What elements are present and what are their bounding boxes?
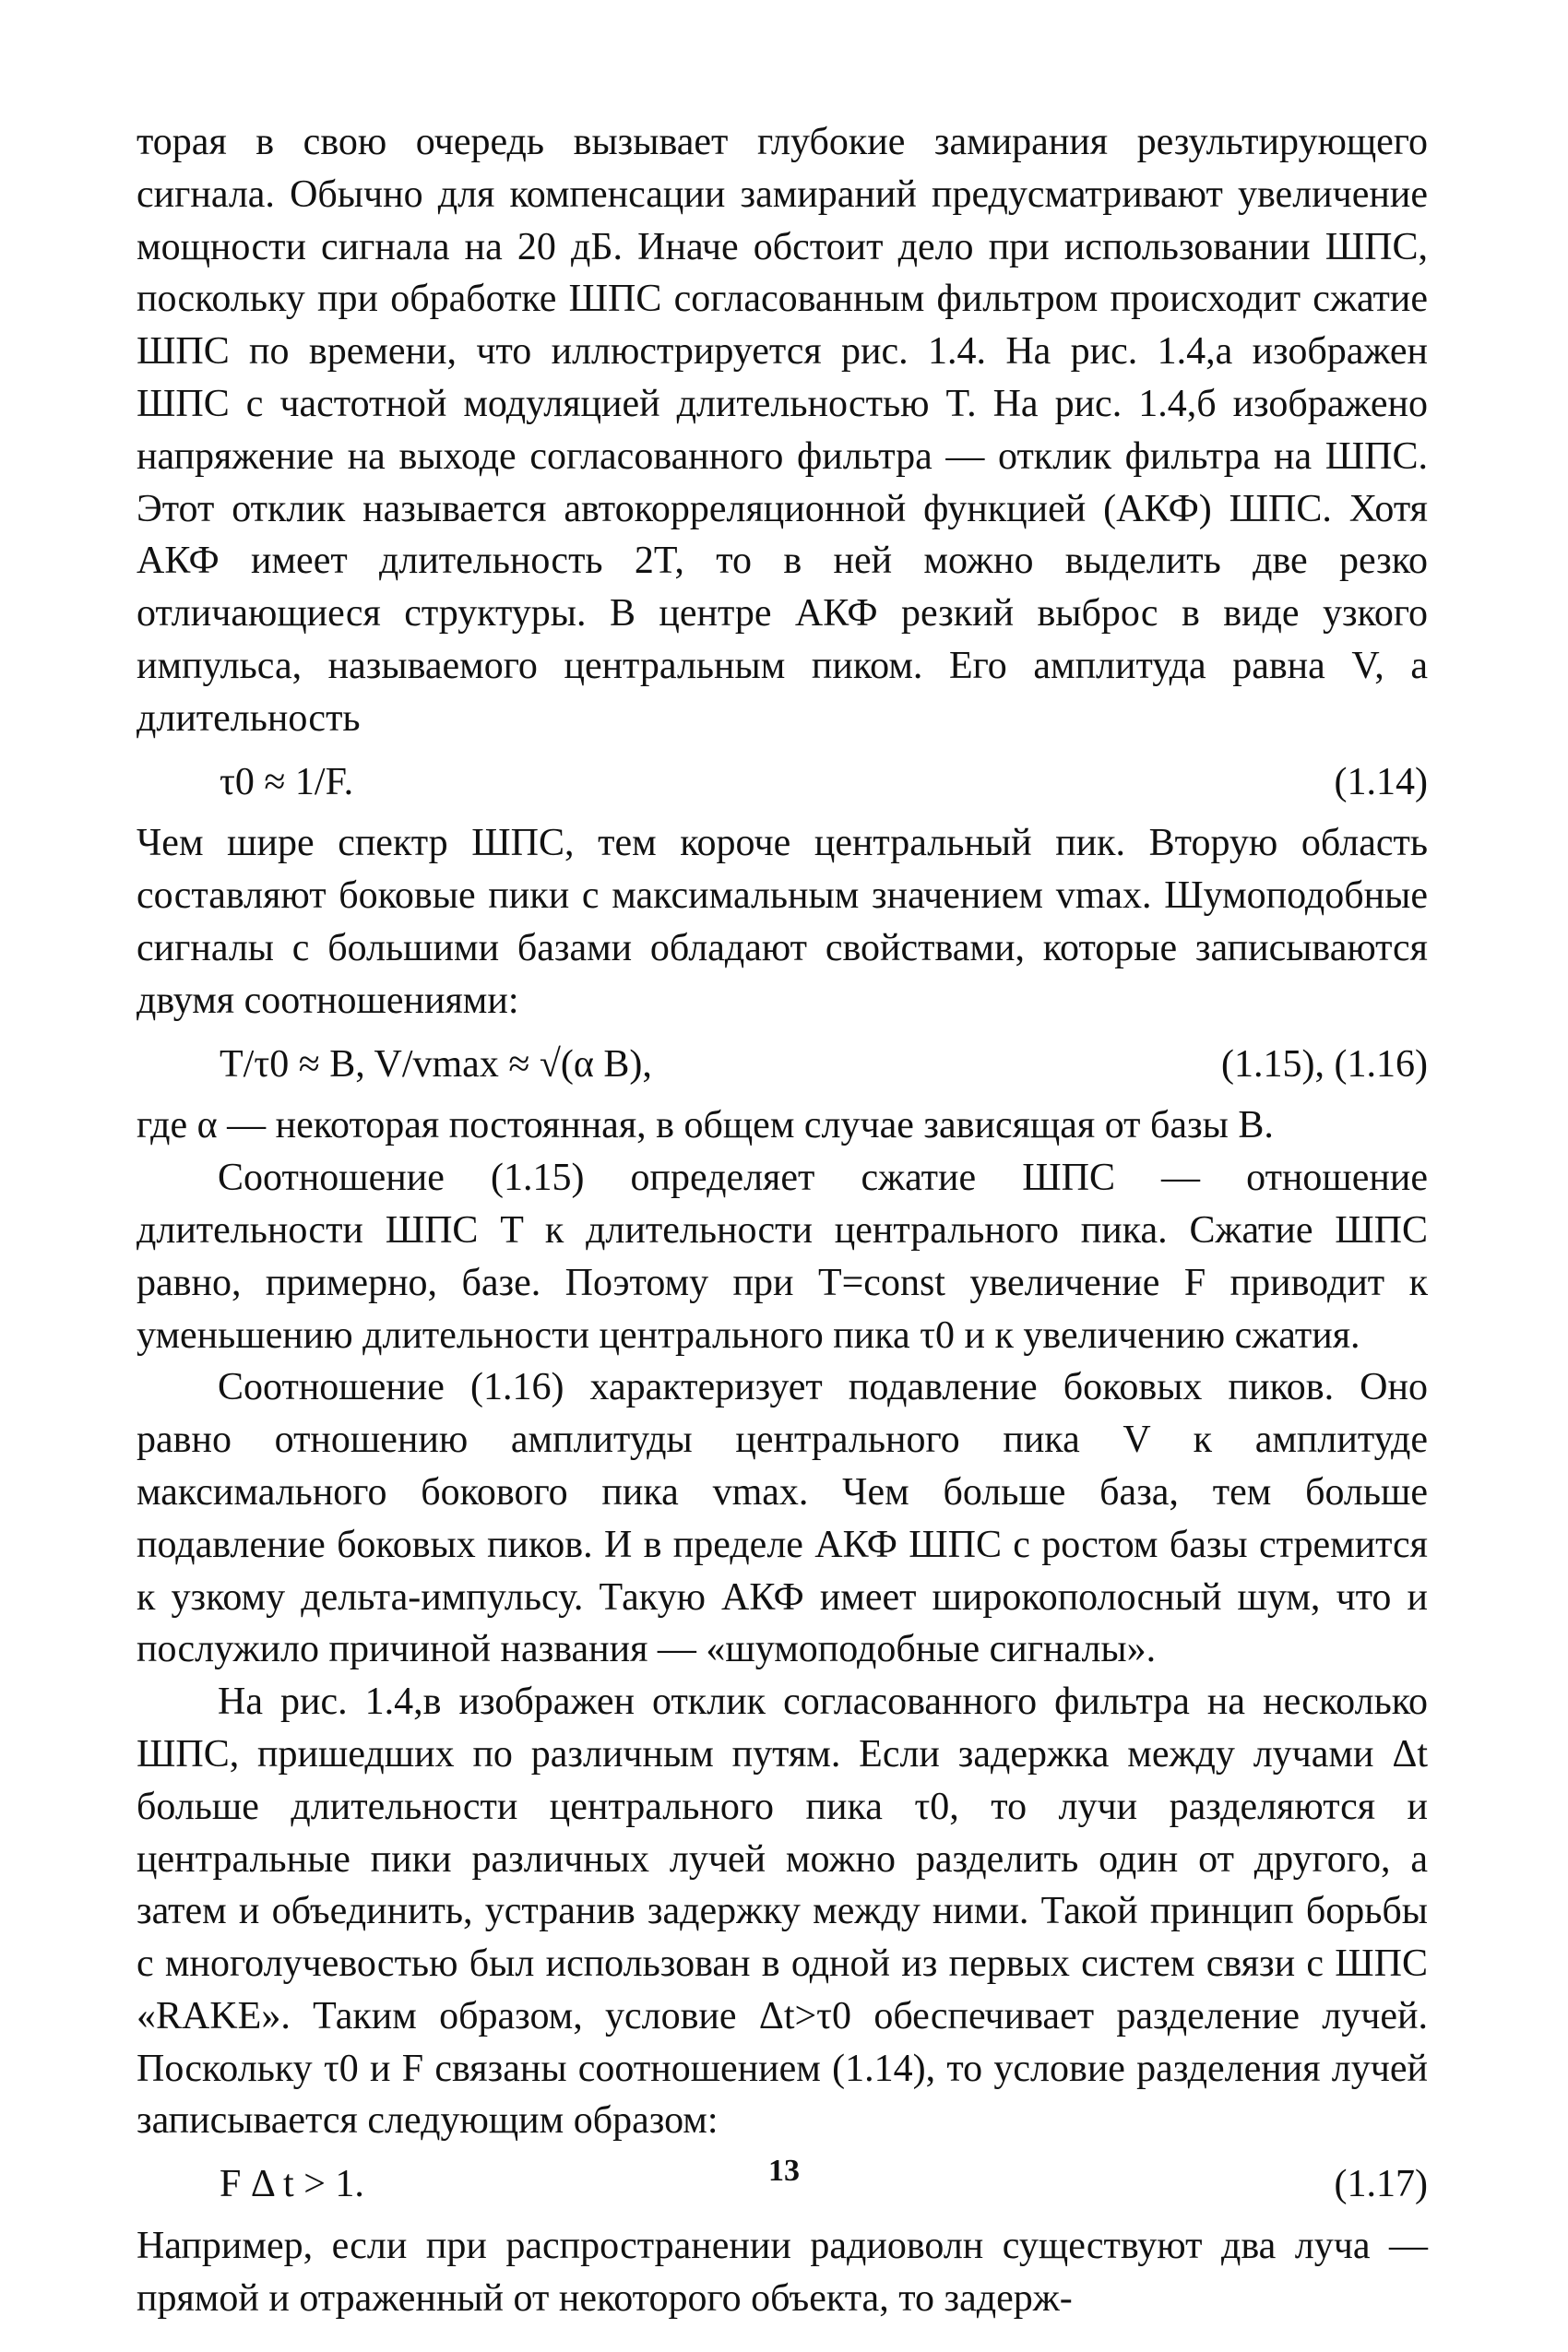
equation-formula: τ0 ≈ 1/F.: [220, 760, 354, 803]
equation-formula: F Δ t > 1.: [220, 2163, 364, 2206]
equation-number: (1.15), (1.16): [1221, 1042, 1428, 1086]
paragraph-spectrum: Чем шире спектр ШПС, тем короче центральный пик. Вторую область составляют боковые пики с максимальным значением vmax. Шумоподобные сигналы с большими базами обладают свойствами, которые записываются двумя соотношениями:: [137, 822, 1428, 1022]
page-number: 13: [768, 2154, 800, 2188]
paragraph-intro: торая в свою очередь вызывает глубокие замирания результирующего сигнала. Обычно для компенсации замираний предусматривают увеличение мощности сигнала на 20 дБ. Иначе обстоит дело при использовании ШПС, поскольку при обработке ШПС согласованным фильтром происходит сжатие ШПС по времени, что иллюстрируется рис. 1.4. На рис. 1.4,а изображен ШПС с частотной модуляцией длительностью T. На рис. 1.4,б изображено напряжение на выходе согласованного фильтра — отклик фильтра на ШПС. Этот отклик называется автокорреляционной функцией (АКФ) ШПС. Хотя АКФ имеет длительность 2T, то в ней можно выделить две резко отличающиеся структуры. В центре АКФ резкий выброс в виде узкого импульса, называемого центральным пиком. Его амплитуда равна V, а длительность: [137, 121, 1428, 740]
paragraph-sidelobes: Соотношение (1.16) характеризует подавление боковых пиков. Оно равно отношению амплитуды центрального пика V к амплитуде максимального бокового пика vmax. Чем больше база, тем больше подавление боковых пиков. И в пределе АКФ ШПС с ростом базы стремится к узкому дельта-импульсу. Такую АКФ имеет широкополосный шум, что и послужило причиной названия — «шумоподобные сигналы».: [137, 1366, 1428, 1671]
equation-number: (1.17): [1334, 2163, 1428, 2206]
equation-1-14: [137, 756, 1428, 809]
equation-number: (1.14): [1334, 760, 1428, 803]
equation-1-15-1-16: [137, 1039, 1428, 1091]
paragraph-example: Например, если при распространении радиоволн существуют два луча — прямой и отраженный от некоторого объекта, то задерж-: [137, 2225, 1428, 2320]
paragraph-alpha: где α — некоторая постоянная, в общем случае зависящая от базы B.: [137, 1104, 1274, 1147]
equation-formula: T/τ0 ≈ B, V/vmax ≈ √(α B),: [220, 1042, 652, 1086]
paragraph-multipath: На рис. 1.4,в изображен отклик согласованного фильтра на несколько ШПС, пришедших по различным путям. Если задержка между лучами Δt больше длительности центрального пика τ0, то лучи разделяются и центральные пики различных лучей можно разделить один от другого, а затем и объединить, устранив задержку между ними. Такой принцип борьбы с многолучевостью был использован в одной из первых систем связи с ШПС «RAKE». Таким образом, условие Δt>τ0 обеспечивает разделение лучей. Поскольку τ0 и F связаны соотношением (1.14), то условие разделения лучей записывается следующим образом:: [137, 1681, 1428, 2143]
paragraph-compression: Соотношение (1.15) определяет сжатие ШПС — отношение длительности ШПС T к длительности центрального пика. Сжатие ШПС равно, примерно, базе. Поэтому при T=const увеличение F приводит к уменьшению длительности центрального пика τ0 и к увеличению сжатия.: [137, 1157, 1428, 1357]
